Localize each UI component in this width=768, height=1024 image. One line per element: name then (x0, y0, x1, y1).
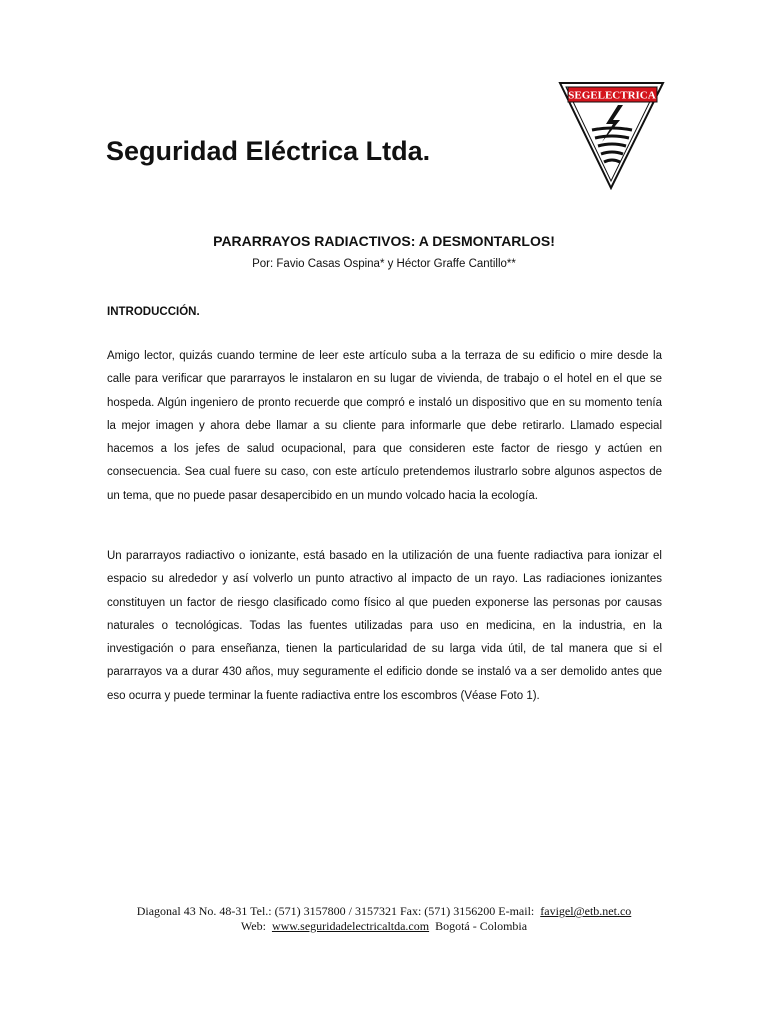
company-logo (558, 80, 665, 190)
article-title: PARARRAYOS RADIACTIVOS: A DESMONTARLOS! (213, 233, 555, 249)
footer-address: Diagonal 43 No. 48-31 Tel.: (571) 3157800 / 3157321 Fax: (571) 3156200 E-mail: (136, 904, 535, 918)
logo-text: SEGELECTRICA (568, 89, 656, 102)
email-link[interactable]: favigel@etb.net.co (540, 904, 632, 918)
paragraph-radioactive-definition: Un pararrayos radiactivo o ionizante, está basado en la utilización de una fuente radiactiva para ionizar el espacio su alrededor y así volverlo un punto atractivo al impacto de un rayo. Las radiaciones ionizantes constituyen un factor de riesgo clasificado como físico al que pueden exponerse las personas por causas naturales o tecnológicas. Todas las fuentes utilizadas para uso en medicina, en la industria, en la investigación o para enseñanza, tienen la particularidad de su larga vida útil, de tal manera que si el pararrayos va a durar 430 años, muy seguramente el edificio donde se instaló va a ser demolido antes que eso ocurra y puede terminar la fuente radiactiva entre los escombros (Véase Foto 1). (107, 550, 662, 702)
website-link[interactable]: www.seguridadelectricaltda.com (271, 919, 430, 933)
page-footer (0, 904, 768, 934)
footer-contact-line (0, 904, 768, 919)
footer-location: Bogotá - Colombia (435, 919, 528, 933)
company-name: Seguridad Eléctrica Ltda. (106, 136, 431, 166)
article-byline: Por: Favio Casas Ospina* y Héctor Graffe Cantillo** (252, 258, 516, 270)
paragraph-introduction: Amigo lector, quizás cuando termine de leer este artículo suba a la terraza de su edificio o mire desde la calle para verificar que pararrayos le instalaron en su lugar de vivienda, de trabajo o el hotel en el que se hospeda. Algún ingeniero de pronto recuerde que compró e instaló un dispositivo que en su momento tenía la mejor imagen y ahora debe llamar a su cliente para informarle que debe retirarlo. Llamado especial hacemos a los jefes de salud ocupacional, para que consideren este factor de riesgo y actúen en consecuencia. Sea cual fuere su caso, con este artículo pretendemos ilustrarlo sobre algunos aspectos de un tema, que no puede pasar desapercibido en un mundo volcado hacia la ecología. (107, 350, 662, 502)
section-heading: INTRODUCCIÓN. (107, 306, 200, 318)
footer-web-line (0, 919, 768, 934)
web-label: Web: (240, 919, 266, 933)
